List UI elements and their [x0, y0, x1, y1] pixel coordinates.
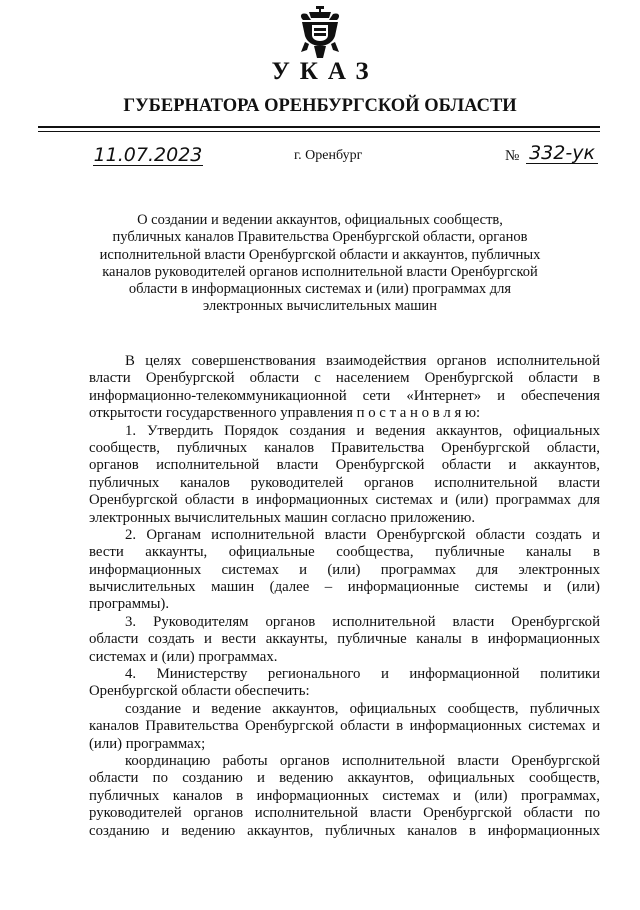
body-line: В целях совершенствования взаимодействия органов исполнительной: [125, 353, 600, 369]
coat-of-arms-icon: [299, 6, 341, 60]
header-divider-thick: [38, 126, 600, 128]
body-line: координацию работы органов исполнительной власти Оренбургской: [125, 752, 600, 769]
body-line: вести аккаунты, официальные сообщества, публичные каналы в: [89, 544, 600, 561]
issuer-title: ГУБЕРНАТОРА ОРЕНБУРГСКОЙ ОБЛАСТИ: [123, 96, 517, 116]
body-line: публичных каналов руководителей органов исполнительной власти: [89, 474, 600, 491]
body-line: информационных системах и (или) программах для электронных: [89, 561, 600, 578]
body-line: 3. Руководителям органов исполнительной власти Оренбургской: [125, 613, 600, 630]
body-line: органов исполнительной власти Оренбургской области и аккаунтов,: [89, 457, 600, 474]
subject-line: публичных каналов Правительства Оренбургской области, органов: [112, 229, 528, 246]
document-body: [89, 353, 600, 840]
body-line: открытости государственного управления п о с т а н о в л я ю:: [89, 405, 481, 422]
body-line: области создать и вести аккаунты, публичные каналы в информационных: [89, 631, 600, 648]
body-line: созданию и ведению аккаунтов, публичных каналов в информационных: [89, 822, 600, 839]
body-line: руководителей органов исполнительной власти Оренбургской области по: [89, 805, 600, 822]
body-line: информационно-телекоммуникационной сети «Интернет» и обеспечения: [89, 387, 600, 404]
document-number-label: №: [505, 148, 520, 164]
body-line: 1. Утвердить Порядок создания и ведения аккаунтов, официальных: [125, 422, 600, 439]
body-line: Оренбургской области обеспечить:: [89, 683, 310, 700]
document-type-title: УКАЗ: [271, 58, 379, 85]
body-line: системах и (или) программах.: [89, 648, 278, 665]
body-line: создание и ведение аккаунтов, официальных сообществ, публичных: [125, 700, 600, 717]
body-line: публичных каналов в информационных системах и (или) программах,: [89, 787, 600, 804]
body-line: Оренбургской области в информационных системах и (или) программах для: [89, 492, 600, 509]
subject-line: О создании и ведении аккаунтов, официальных сообществ,: [137, 212, 503, 228]
body-line: вычислительных машин (далее – информационные системы и (или): [89, 579, 600, 596]
subject-line: каналов руководителей органов исполнительной власти Оренбургской: [102, 263, 538, 280]
body-line: программы).: [89, 596, 170, 613]
subject-line: электронных вычислительных машин: [203, 298, 437, 315]
body-line: электронных вычислительных машин согласно приложению.: [89, 509, 476, 526]
body-line: каналов Правительства Оренбургской области в информационных системах и: [89, 718, 600, 735]
document-date: 11.07.2023: [93, 144, 203, 166]
subject-line: области в информационных системах и (или) программах для: [128, 281, 512, 298]
header-divider-thin: [38, 131, 600, 132]
body-line: сообществ, публичных каналов Правительства Оренбургской области,: [89, 439, 600, 456]
body-line: области по созданию и ведению аккаунтов, официальных сообществ,: [89, 770, 600, 787]
document-number: 332-ук: [526, 143, 598, 164]
body-line: власти Оренбургской области с населением Оренбургской области в: [89, 370, 600, 387]
body-line: (или) программах;: [89, 735, 206, 752]
subject-line: исполнительной власти Оренбургской области и аккаунтов, публичных: [99, 246, 541, 263]
body-line: 2. Органам исполнительной власти Оренбургской области создать и: [125, 526, 600, 543]
body-line: 4. Министерству регионального и информационной политики: [125, 666, 600, 683]
document-subject: [90, 212, 550, 316]
document-city: г. Оренбург: [294, 148, 363, 163]
